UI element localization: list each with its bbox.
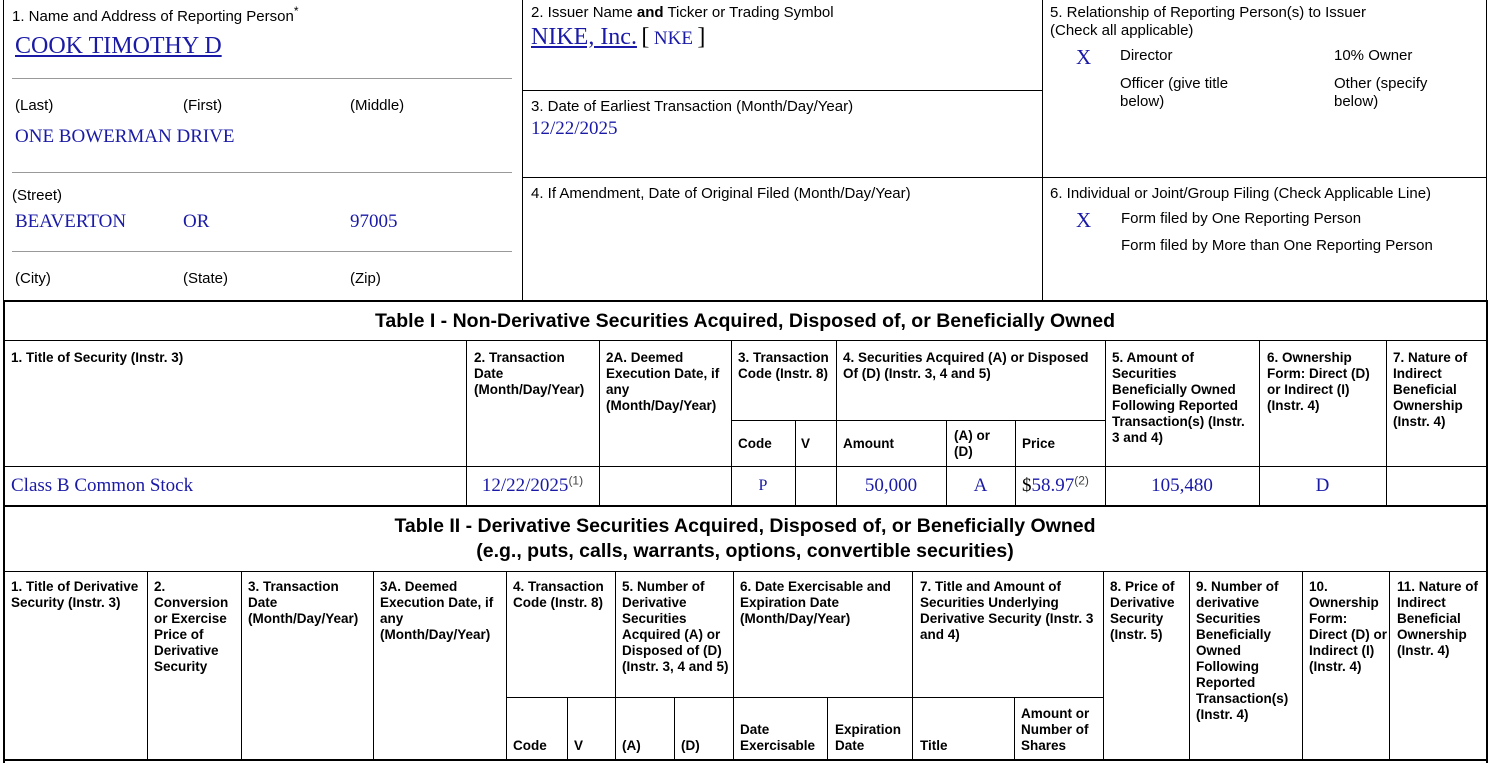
t1-col-nature: 7. Nature of Indirect Beneficial Ownership (Instr. 4) (1393, 350, 1468, 429)
ticker-symbol: NKE (653, 28, 693, 49)
t2-col-nature: 11. Nature of Indirect Beneficial Ownership (Instr. 4) (1397, 579, 1479, 658)
t1-col-deemed-date: 2A. Deemed Execution Date, if any (Month/Day/Year) (606, 350, 720, 413)
table-two-subtitle: (e.g., puts, calls, warrants, options, convertible securities) (476, 540, 1014, 562)
t1-row-code: P (758, 477, 768, 494)
t1-col-code: 3. Transaction Code (Instr. 8) (738, 350, 829, 381)
reporting-person-name-link[interactable]: COOK TIMOTHY D (15, 33, 222, 59)
t1-row-amount: 50,000 (864, 475, 918, 496)
one-person-check-mark: X (1076, 208, 1092, 232)
middle-name-label: (Middle) (350, 97, 405, 114)
last-name-label: (Last) (15, 97, 54, 114)
more-persons-label: Form filed by More than One Reporting Person (1121, 237, 1433, 254)
city-value: BEAVERTON (15, 211, 127, 232)
first-name-label: (First) (183, 97, 223, 114)
t1-row-title: Class B Common Stock (11, 475, 194, 496)
filing-type-label: 6. Individual or Joint/Group Filing (Check Applicable Line) (1050, 185, 1432, 202)
t2-col-code: 4. Transaction Code (Instr. 8) (513, 579, 604, 610)
t2-col-ownership-form: 10. Ownership Form: Direct (D) or Indirect (I) (Instr. 4) (1309, 579, 1388, 674)
t2-col-deemed-date: 3A. Deemed Execution Date, if any (Month/Day/Year) (380, 579, 494, 642)
footnote-2-link[interactable]: (2) (1074, 473, 1089, 488)
t2-sub-d: (D) (681, 738, 700, 753)
issuer-label: 2. Issuer Name and Ticker or Trading Symbol (531, 4, 834, 21)
t2-col-number: 5. Number of Derivative Securities Acquired (A) or Disposed of (D) (Instr. 3, 4 and 5) (622, 579, 729, 674)
table-one-title: Table I - Non-Derivative Securities Acquired, Disposed of, or Beneficially Owned (374, 310, 1116, 332)
director-label: Director (1120, 47, 1173, 64)
earliest-transaction-label: 3. Date of Earliest Transaction (Month/Day/Year) (531, 98, 854, 115)
t2-sub-a: (A) (622, 738, 641, 753)
t2-col-transaction-date: 3. Transaction Date (Month/Day/Year) (248, 579, 359, 626)
t2-sub-v: V (574, 738, 584, 753)
t1-sub-amount: Amount (843, 436, 894, 451)
t2-col-date-exercisable: 6. Date Exercisable and Expiration Date (Month/Day/Year) (740, 579, 891, 626)
footnote-1-link[interactable]: (1) (568, 473, 584, 488)
t2-sub-title: Title (920, 738, 948, 753)
t2-sub-date-exercisable: Date Exercisable (740, 722, 816, 753)
t1-sub-a-or-d: (A) or (D) (954, 428, 990, 459)
t2-col-conversion-price: 2. Conversion or Exercise Price of Derivative Security (154, 579, 229, 674)
amendment-label: 4. If Amendment, Date of Original Filed (Month/Day/Year) (531, 185, 911, 202)
t2-sub-code: Code (513, 738, 547, 753)
street-value: ONE BOWERMAN DRIVE (15, 126, 235, 147)
state-value: OR (183, 211, 210, 232)
issuer-line: NIKE, Inc. [ NKE ] (531, 24, 706, 50)
t1-row-a-or-d: A (973, 475, 988, 496)
officer-label: Officer (give title below) (1120, 75, 1229, 110)
t2-col-underlying: 7. Title and Amount of Securities Underlying Derivative Security (Instr. 3 and 4) (920, 579, 1094, 642)
t1-sub-v: V (801, 436, 811, 451)
zip-value: 97005 (350, 211, 398, 232)
t2-col-title: 1. Title of Derivative Security (Instr. 3) (11, 579, 139, 610)
t1-col-ownership-form: 6. Ownership Form: Direct (D) or Indirect (I) (Instr. 4) (1267, 350, 1370, 413)
t1-col-title: 1. Title of Security (Instr. 3) (11, 350, 184, 365)
relationship-label: 5. Relationship of Reporting Person(s) to Issuer (Check all applicable) (1050, 4, 1366, 39)
t1-row-date-cell: 12/22/2025$^{(1)}$ (481, 473, 584, 496)
state-label: (State) (183, 270, 229, 287)
ten-percent-owner-label: 10% Owner (1334, 47, 1413, 64)
t1-row-owned: 105,480 (1151, 475, 1213, 496)
zip-label: (Zip) (350, 270, 381, 287)
t2-col-price: 8. Price of Derivative Security (Instr. 5) (1110, 579, 1175, 642)
t2-sub-expiration: Expiration Date (835, 722, 902, 753)
t1-sub-code: Code (738, 436, 772, 451)
city-label: (City) (15, 270, 51, 287)
t1-col-amount-owned: 5. Amount of Securities Beneficially Owned Following Reported Transaction(s) (Instr. 3 and 4) (1112, 350, 1245, 445)
t1-row-form: D (1315, 475, 1330, 496)
t1-row-price-cell: $58.97$^{(2)}$ (1022, 473, 1089, 496)
reporting-person-label: 1. Name and Address of Reporting Person* (12, 4, 299, 25)
t1-sub-price: Price (1022, 436, 1056, 451)
t2-sub-amount: Amount or Number of Shares (1021, 706, 1090, 753)
t1-col-transaction-date: 2. Transaction Date (Month/Day/Year) (474, 350, 585, 397)
street-label: (Street) (12, 187, 63, 204)
other-label: Other (specify below) (1334, 75, 1428, 110)
earliest-transaction-date: 12/22/2025 (531, 118, 618, 139)
issuer-name-link[interactable]: NIKE, Inc. (531, 24, 637, 50)
director-check-mark: X (1076, 45, 1092, 69)
one-person-label: Form filed by One Reporting Person (1121, 210, 1362, 227)
table-two-title: Table II - Derivative Securities Acquired, Disposed of, or Beneficially Owned (394, 515, 1096, 537)
t1-col-securities: 4. Securities Acquired (A) or Disposed Of (D) (Instr. 3, 4 and 5) (843, 350, 1089, 381)
t2-col-owned: 9. Number of derivative Securities Beneficially Owned Following Reported Transaction(s) (Instr. 4) (1196, 579, 1289, 722)
